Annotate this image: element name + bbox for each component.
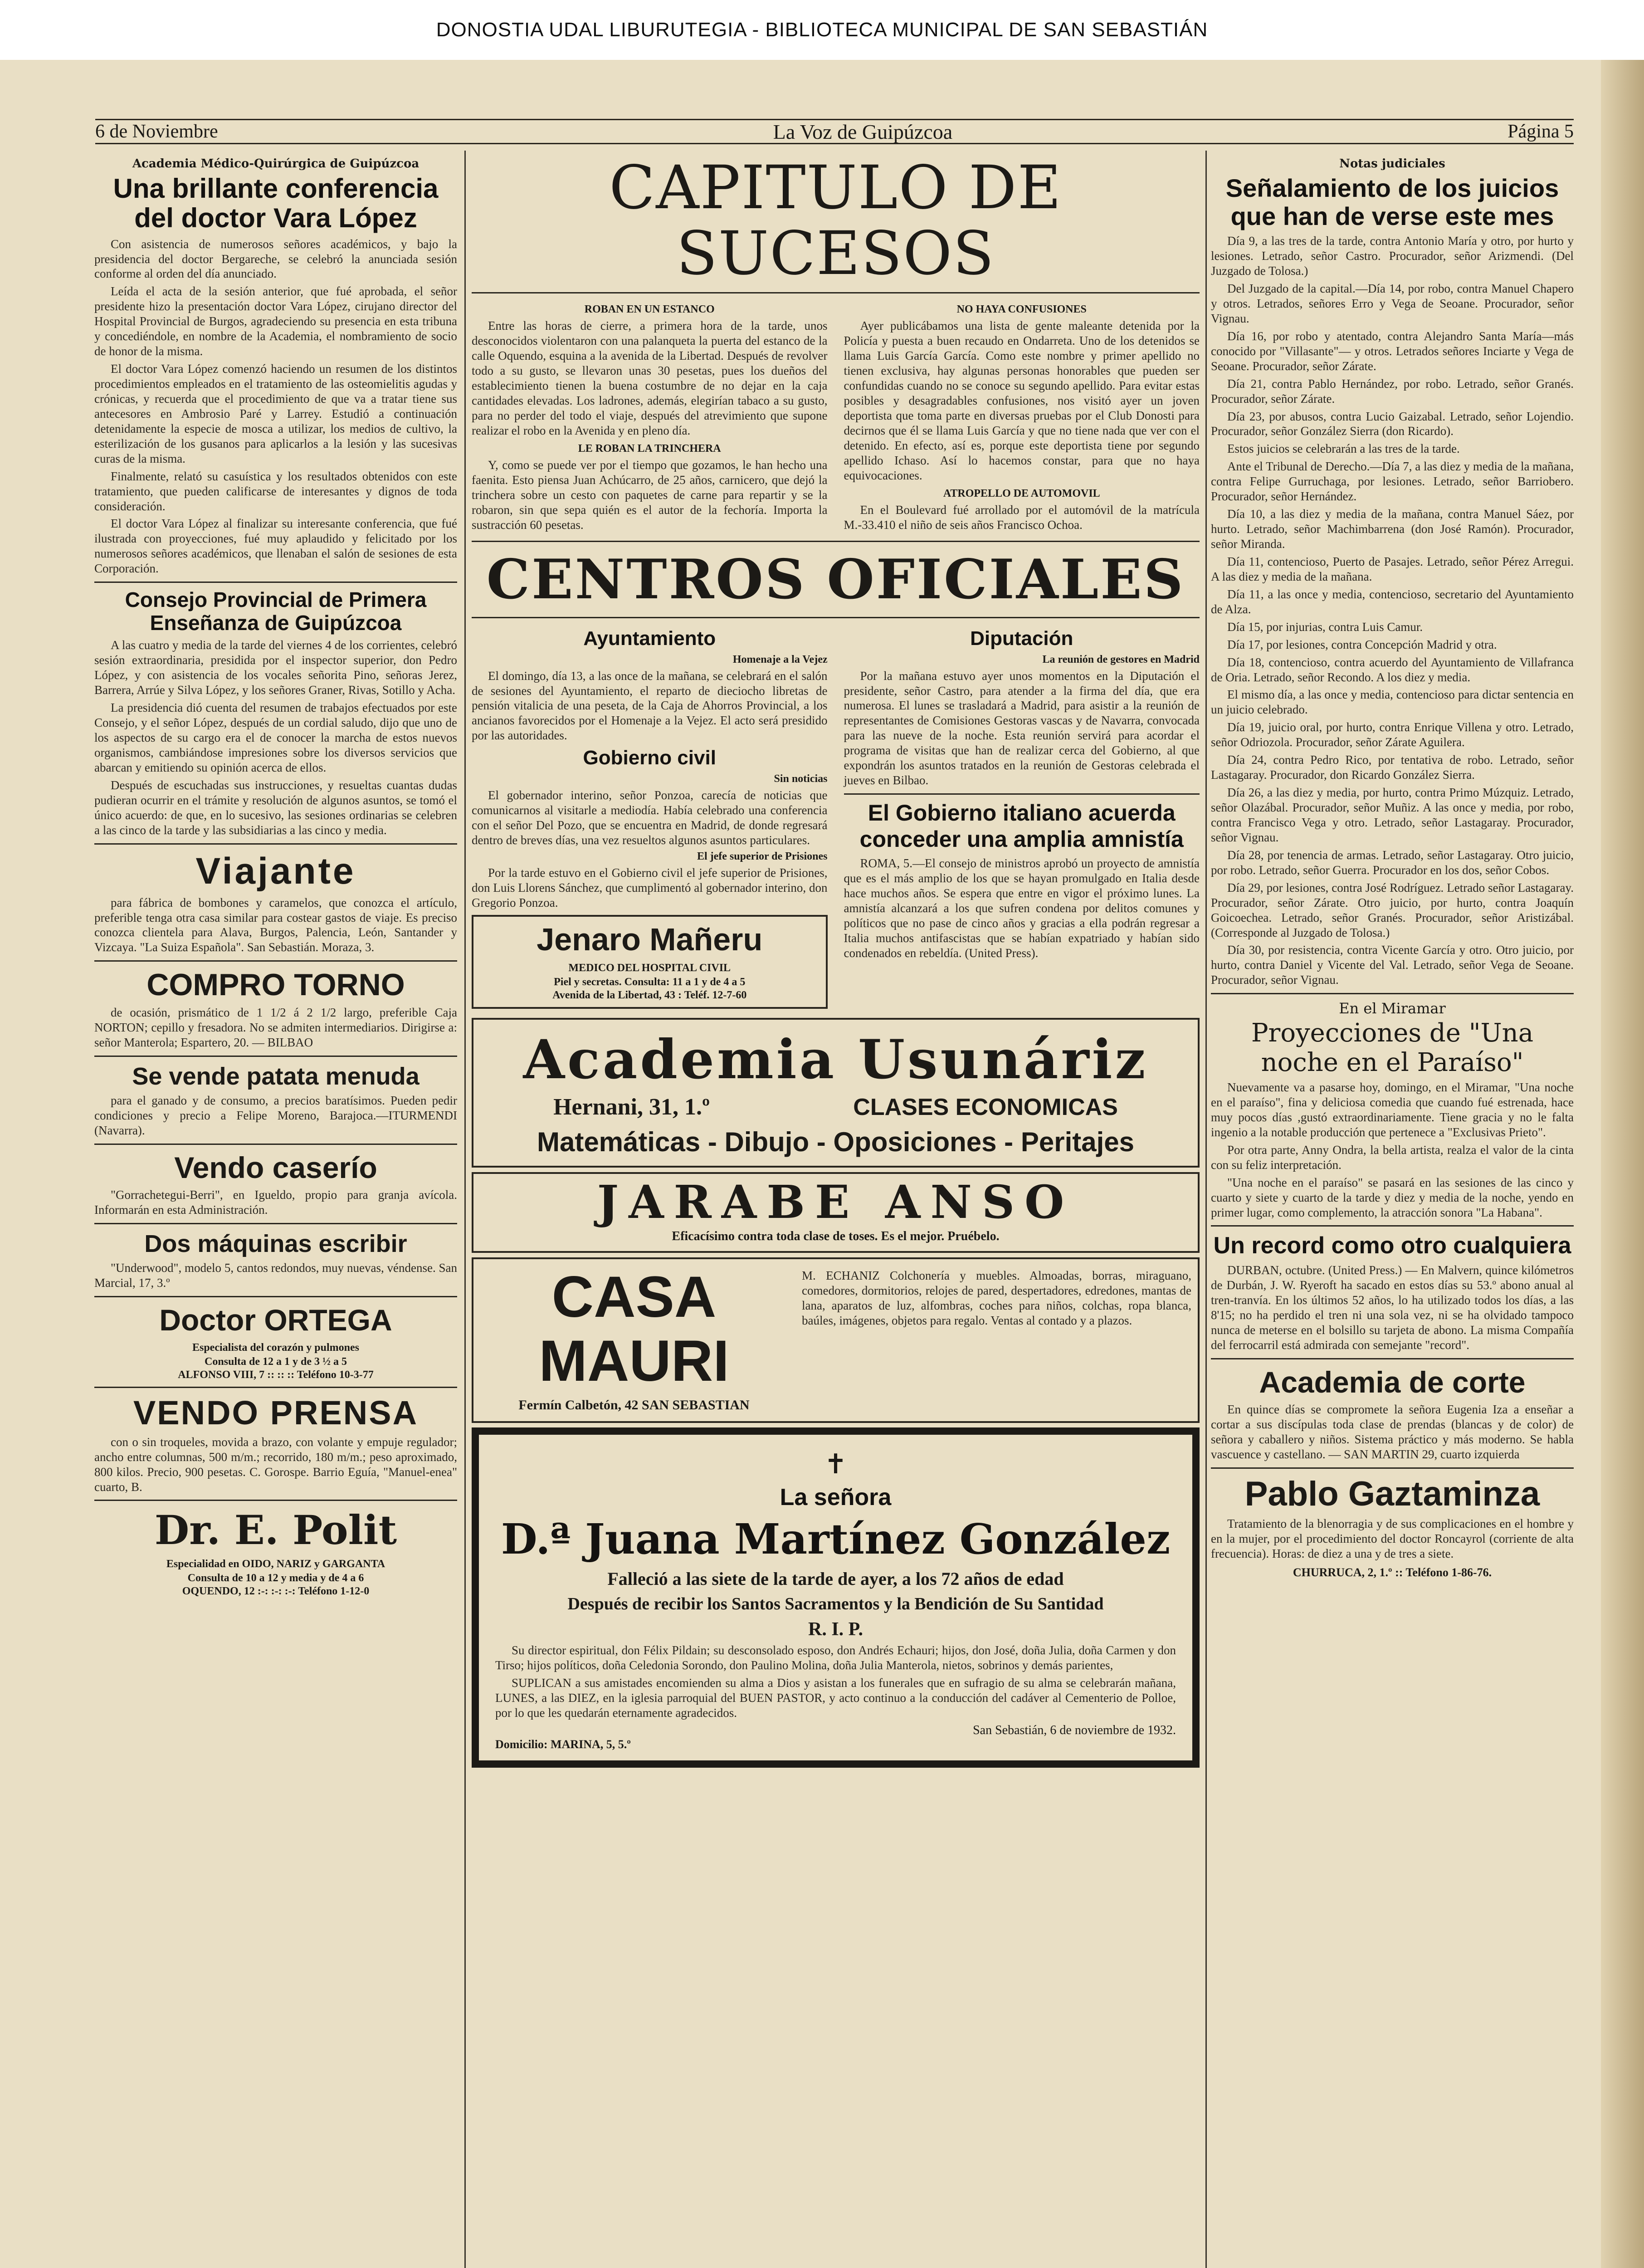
ad-title: Doctor ORTEGA xyxy=(159,1303,392,1337)
ad-line: Especialista del corazón y pulmones xyxy=(192,1341,359,1354)
article-title: Una brillante conferencia del doctor Vara López xyxy=(113,173,439,233)
ad-text: M. ECHANIZ Colchonería y muebles. Almoadas, borras, miraguano, comedores, dormitorios, relojes de pared, despertadores, edredones, mantas de lana, aparatos de luz, alfombras, coches para niños, colchas, ropa blanca, baúles, imágenes, objetos para regalo. Ventas al contado y a plazos. xyxy=(802,1268,1191,1327)
paragraph: Entre las horas de cierre, a primera hora de la tarde, unos desconocidos violentaron con una palanqueta la puerta del estanco de la calle Oquendo, esquina a la avenida de la Libertad. Después de revolver todo a su gusto, se llevaron unas 30 pesetas, pues los dueños del establecimiento tienen la buena costumbre de no dejar en la caja cantidades elevadas. Los ladrones, además, elegirían tabaco a su gusto, para no perder del todo el viaje, después del atrevimiento que supone realizar el robo en la Avenida y en pleno día. xyxy=(472,319,828,437)
ad-title: CASA MAURI xyxy=(539,1264,729,1393)
news-headline: LE ROBAN LA TRINCHERA xyxy=(578,442,721,455)
paragraph: Día 9, a las tres de la tarde, contra Antonio María y otro, por hurto y lesiones. Letrado, señor Castro. Procurador, señor Arizmendi. (Del Juzgado de Tolosa.) xyxy=(1211,234,1574,278)
divider xyxy=(1211,1467,1574,1469)
paragraph: Día 24, contra Pedro Rico, por tentativa de robo. Letrado, señor Lastagaray. Procurador, don Ricardo González Sierra. xyxy=(1211,753,1574,782)
paragraph: Ante el Tribunal de Derecho.—Día 7, a las diez y media de la mañana, contra Felipe Gurruchaga, por lesiones. Letrado, señor Barriobero. Procurador, señor Hernández. xyxy=(1211,459,1574,503)
header-page-number: Página 5 xyxy=(1507,121,1574,142)
paragraph: DURBAN, octubre. (United Press.) — En Malvern, quince kilómetros de Durbán, J. W. Ryeroft ha sacado en estos días su 53.º abono anual al tren-tranvía. En los últimos 52 años, lo ha utilizado todos los días, a las 8'15; no ha perdido el tren ni una sola vez, ni se ha olvidado tampoco nunca de meterse en el bolsillo su tarjeta de abono. La misma Compañía del ferrocarril está admirada con semejante "record". xyxy=(1211,1263,1574,1352)
paragraph: El domingo, día 13, a las once de la mañana, se celebrará en el salón de sesiones del Ayuntamiento, el reparto de dieciocho libretas de pensión vitalicia de una peseta, de la Caja de Ahorros Provincial, a los ancianos favorecidos por el Homenaje a la Vejez. El acto será presidido por las autoridades. xyxy=(472,669,828,743)
divider xyxy=(1211,1225,1574,1227)
paragraph: El mismo día, a las once y media, contencioso para dictar sentencia en un juicio celebrado. xyxy=(1211,688,1574,717)
ad-tagline: CLASES ECONOMICAS xyxy=(853,1094,1118,1120)
paragraph: "Una noche en el paraíso" se pasará en las sesiones de las cinco y cuarto y siete y cuarto de la tarde y diez y media de la noche, yendo en primer lugar, como complemento, la atracción sonora "La Habana". xyxy=(1211,1175,1574,1219)
obituary-line: Falleció a las siete de la tarde de ayer, a los 72 años de edad xyxy=(607,1569,1064,1589)
ad-line: MEDICO DEL HOSPITAL CIVIL xyxy=(568,962,731,974)
paragraph: La presidencia dió cuenta del resumen de trabajos efectuados por este Consejo, y el señor López, después de un cordial saludo, dijo que uno de los aspectos de su cargo era el de conocer la marcha de estos nuevos organismos, cambiándose impresiones sobre los diversos servicios que abarcan y emitiendo su opinión acerca de ellos. xyxy=(94,701,457,774)
ad-text: Eficacísimo contra toda clase de toses. Es el mejor. Pruébelo. xyxy=(672,1229,1000,1243)
divider xyxy=(472,541,1200,542)
paragraph: Del Juzgado de la capital.—Día 14, por robo, contra Manuel Chapero y otros. Letrados, señores Erro y Vega de Seoane. Procurador, señor Vignau. xyxy=(1211,282,1574,325)
paragraph: El gobernador interino, señor Ponzoa, carecía de noticias que comunicarnos al visitarle a mediodía. Había celebrado una conferencia con el señor Del Pozo, que se encuentra en Madrid, de donde regresará dentro de breves días, una vez resueltos algunos asuntos particulares. xyxy=(472,788,828,847)
paragraph: El doctor Vara López comenzó haciendo un resumen de los distintos procedimientos empleados en el tratamiento de las osteomielitis agudas y crónicas, y recuerda que el procedimiento de que va a tratar tiene sus antecesores en Ambrosio Paré y Larrey. Estudió a continuación detenidamente la especie de mosca a utilizar, los medios de cultivo, la esterilización de los gusanos para aplicarlos a la lesión y las sucesivas curas de la misma. xyxy=(94,362,457,465)
divider xyxy=(94,843,457,845)
divider xyxy=(94,1500,457,1501)
paragraph: Día 21, contra Pablo Hernández, por robo. Letrado, señor Granés. Procurador, señor Zárate. xyxy=(1211,376,1574,406)
ad-text: para el ganado y de consumo, a precios baratísimos. Pueden pedir condiciones y precio a Felipe Moreno, Barajoca.—ITURMENDI (Navarra). xyxy=(94,1094,457,1138)
divider xyxy=(1211,993,1574,994)
news-headline: NO HAYA CONFUSIONES xyxy=(956,303,1087,316)
divider xyxy=(94,960,457,962)
paragraph: Día 23, por abusos, contra Lucio Gaizabal. Letrado, señor Lojendio. Procurador, señor González Sierra (don Ricardo). xyxy=(1211,409,1574,438)
ad-title: Dr. E. Polit xyxy=(154,1506,397,1554)
paragraph: SUPLICAN a sus amistades encomienden su alma a Dios y asistan a los funerales que en sufragio de su alma se celebrarán mañana, LUNES, a las DIEZ, en la iglesia parroquial del BUEN PASTOR, y acto continuo a la conducción del cadáver al Cementerio de Polloe, por lo que les quedarán eternamente agradecidos. xyxy=(495,1676,1176,1720)
ad-line: Especialidad en OIDO, NARIZ y GARGANTA xyxy=(166,1558,385,1570)
subsection-title: Gobierno civil xyxy=(583,747,716,769)
divider xyxy=(94,1296,457,1297)
ad-title: Vendo caserío xyxy=(174,1150,377,1184)
paragraph: Día 17, por lesiones, contra Concepción Madrid y otra. xyxy=(1227,637,1497,651)
paragraph: Por la mañana estuvo ayer unos momentos en la Diputación el presidente, señor Castro, para atender a la firma del día, que era numerosa. El lunes se trasladará a Madrid, para asistir a la reunión de representantes de Comisiones Gestoras vascas y de Navarra, convocada para las nueve de la noche. Esta reunión servirá para acordar el programa de visitas que han de realizar cerca del Gobierno, al que expondrán los asuntos tratados en la reunión de Gestoras celebrada el jueves en Bilbao. xyxy=(844,669,1200,787)
ad-text: En quince días se compromete la señora Eugenia Iza a enseñar a cortar a sus discípulas toda clase de prendas (blancas y de color) de señora y caballero y niños. Sistema práctico y más moderno. Se habla vascuence y castellano. — SAN MARTIN 29, cuarto izquierda xyxy=(1211,1403,1574,1461)
ad-text: para fábrica de bombones y caramelos, que conozca el artículo, preferible tenga otra casa similar para costear gastos de viaje. Es preciso conozca clientela para Alava, Burgos, Palencia, León, Santander y Vizcaya. "La Suiza Española". San Sebastián. Moraza, 3. xyxy=(94,895,457,954)
subsection-title: Diputación xyxy=(970,627,1073,650)
ad-address: Hernani, 31, 1.º xyxy=(553,1094,710,1120)
ad-text: "Gorrachetegui-Berri", en Igueldo, propio para granja avícola. Informarán en esta Administración. xyxy=(94,1188,457,1217)
paragraph: Día 18, contencioso, contra acuerdo del Ayuntamiento de Villafranca de Oria. Letrado, señor Recondo. A los diez y media. xyxy=(1211,655,1574,684)
ad-text: Tratamiento de la blenorragia y de sus complicaciones en el hombre y en la mujer, por el procedimiento del doctor Roncayrol (corriente de alta frecuencia). Horas: de diez a una y de tres a siete. xyxy=(1211,1516,1574,1560)
ad-title: Academia de corte xyxy=(1259,1365,1526,1399)
divider xyxy=(94,1056,457,1057)
ad-address: Fermín Calbetón, 42 SAN SEBASTIAN xyxy=(518,1398,750,1413)
paragraph: El doctor Vara López al finalizar su interesante conferencia, que fué ilustrada con proyecciones, fué muy aplaudido y felicitado por los numerosos señores académicos, que llenaban el salón de sesiones de esta Corporación. xyxy=(94,517,457,576)
ad-text: de ocasión, prismático de 1 1/2 á 2 1/2 largo, preferible Caja NORTON; cepillo y fresadora. No se admiten intermediarios. Dirigirse a: señor Manterola; Espartero, 20. — BILBAO xyxy=(94,1006,457,1050)
subsection-kicker: El jefe superior de Prisiones xyxy=(697,850,828,862)
paragraph: Día 28, por tenencia de armas. Letrado, señor Lastagaray. Otro juicio, por robo. Letrado, señor Guerra. Procurador en los dos, señor Cobos. xyxy=(1211,848,1574,877)
section-title: CAPITULO DE SUCESOS xyxy=(609,155,1062,289)
academy-ad xyxy=(472,1018,1200,1168)
article-title: Proyecciones de "Una noche en el Paraíso" xyxy=(1251,1018,1534,1077)
ad-line: OQUENDO, 12 :-: :-: :-: Teléfono 1-12-0 xyxy=(182,1585,370,1598)
newspaper-page xyxy=(0,60,1644,2268)
section-title: CENTROS OFICIALES xyxy=(486,547,1185,611)
official-columns xyxy=(472,624,1200,1013)
paragraph: Por otra parte, Anny Ondra, la bella artista, realza el valor de la cinta con su feliz interpretación. xyxy=(1211,1143,1574,1172)
syrup-ad xyxy=(472,1172,1200,1253)
ad-title: Dos máquinas escribir xyxy=(144,1230,407,1257)
obituary-line: Después de recibir los Santos Sacramentos y la Bendición de Su Santidad xyxy=(567,1594,1104,1614)
ad-title: Academia Usunáriz xyxy=(523,1027,1148,1091)
article-title: Consejo Provincial de Primera Enseñanza de Guipúzcoa xyxy=(125,588,427,635)
ad-text: "Underwood", modelo 5, cantos redondos, muy nuevas, véndense. San Marcial, 17, 3.º xyxy=(94,1261,457,1290)
article-title: Un record como otro cualquiera xyxy=(1213,1232,1571,1259)
news-headline: ROBAN EN UN ESTANCO xyxy=(584,303,715,316)
paragraph: Nuevamente va a pasarse hoy, domingo, en el Miramar, "Una noche en el paraíso", fina y deliciosa comedia que cuando fué estrenada, hace muy pocos días ,gustó extraordinariamente. Tiene gracia y no le falta ingenio a la notable producción que pertenece a "Exclusivas Prieto". xyxy=(1211,1080,1574,1139)
divider xyxy=(1211,1358,1574,1359)
subsection-kicker: Homenaje a la Vejez xyxy=(732,653,828,665)
paragraph: Ayer publicábamos una lista de gente maleante detenida por la Policía y puesta a buen recaudo en Ondarreta. Uno de los detenidos se llama Luis García García. Como este nombre y primer apellido no tienen exclusiva, hay algunas personas honorables que pueden ser confundidas cuando no se conoce su segundo apellido. Para evitar estas posibles y desagradables confusiones, nos visitó ayer un joven deportista que toma parte en diversas pruebas por el Club Donosti para decirnos que él se llama Luis García y que no tiene nada que ver con el detenido. En efecto, así es, porque este deportista tiene por segundo apellido Ichaso. Así lo hacemos constar, para que no haya equivocaciones. xyxy=(844,319,1200,482)
paragraph: Después de escuchadas sus instrucciones, y resueltas cuantas dudas pudieran ocurrir en el trámite y resolución de algunos asuntos, se tomó el único acuerdo: de que, en lo sucesivo, las sesiones ordinarias se celebren a las cinco de la tarde y las subsidiarias a las cinco y media. xyxy=(94,778,457,837)
paragraph: Día 16, por robo y atentado, contra Alejandro Santa María—más conocido por "Villasante"— y otros. Letrados señores Inciarte y Vega de Seoane. Procurador, señor Zárate. xyxy=(1211,329,1574,373)
paragraph: Día 26, a las diez y media, por hurto, contra Primo Múzquiz. Letrado, señor Olazábal. Procurador, señor Muñiz. A las once y media, por robo, contra Francisco Vega y otro. Letrado, señor Lastagaray. Procurador, señor Vignau. xyxy=(1211,786,1574,844)
subsection-title: Ayuntamiento xyxy=(583,627,716,650)
divider xyxy=(472,617,1200,618)
paragraph: Con asistencia de numerosos señores académicos, y bajo la presidencia del doctor Bergareche, se celebró la anunciada sesión conforme al orden del día anunciado. xyxy=(94,237,457,281)
header-paper-name: La Voz de Guipúzcoa xyxy=(773,120,953,143)
ad-title: COMPRO TORNO xyxy=(146,968,405,1002)
paragraph: Día 30, por resistencia, contra Vicente García y otro. Otro juicio, por hurto, contra Daniel y Vicente del Val. Letrado, señor Vega de Seoane. Procurador, señor Vignau. xyxy=(1211,943,1574,987)
ad-subjects: Matemáticas - Dibujo - Oposiciones - Peritajes xyxy=(537,1126,1134,1157)
divider xyxy=(844,793,1200,795)
left-column xyxy=(94,155,457,2268)
divider xyxy=(472,292,1200,293)
subsection-kicker: Sin noticias xyxy=(774,773,828,785)
furniture-ad xyxy=(472,1257,1200,1423)
divider xyxy=(94,582,457,583)
column-divider xyxy=(1205,151,1207,2268)
paragraph: Estos juicios se celebrarán a las tres de la tarde. xyxy=(1227,442,1460,456)
cross-icon: ✝ xyxy=(824,1449,847,1480)
subsection-kicker: La reunión de gestores en Madrid xyxy=(1042,653,1200,665)
article-title: El Gobierno italiano acuerda conceder una amplia amnistía xyxy=(859,800,1184,852)
paragraph: Leída el acta de la sesión anterior, que fué aprobada, el señor presidente hizo la presentación doctor Vara López, cirujano director del Hospital Provincial de Burgos, agradeciendo su presencia en esta tribuna y concediéndole, en nombre de la Academia, el nombramiento de socio de honor de la misma. xyxy=(94,284,457,358)
paragraph: Por la tarde estuvo en el Gobierno civil el jefe superior de Prisiones, don Luis Llorens Sánchez, que cumplimentó al gobernador interino, don Gregorio Ponzoa. xyxy=(472,866,828,909)
paragraph: Día 19, juicio oral, por hurto, contra Enrique Villena y otro. Letrado, señor Odriozola. Procurador, señor Zárate Aguilera. xyxy=(1211,720,1574,749)
obituary-address: Domicilio: MARINA, 5, 5.º xyxy=(495,1738,631,1751)
ad-line: ALFONSO VIII, 7 :: :: :: Teléfono 10-3-77 xyxy=(178,1369,374,1381)
paragraph: ROMA, 5.—El consejo de ministros aprobó un proyecto de amnistía que es el más amplio de los que se hayan promulgado en Italia desde hace muchos años. Se espera que entre en vigor el próximo lunes. La amnistía alcanzará a los que sufren condena por delitos comunes y políticos que no pase de cinco años y gracias a ella podrán regresar a Italia muchos antifascistas que se habían expatriado y habían sido condenados en rebeldía. (United Press). xyxy=(844,856,1200,960)
paragraph: Día 15, por injurias, contra Luis Camur. xyxy=(1227,620,1423,634)
header-date: 6 de Noviembre xyxy=(95,121,218,142)
news-columns xyxy=(472,299,1200,535)
paragraph: A las cuatro y media de la tarde del viernes 4 de los corrientes, celebró sesión extraordinaria, presidida por el inspector superior, don Pedro López, y con asistencia de los vocales señorita Pino, señoras Jerez, Barrera, Arrúe y Silva López, y los señores Graner, Rivas, Sotillo y Acha. xyxy=(94,638,457,697)
obituary-date: San Sebastián, 6 de noviembre de 1932. xyxy=(973,1723,1176,1738)
paragraph: Día 11, a las once y media, contencioso, secretario del Ayuntamiento de Alza. xyxy=(1211,587,1574,616)
page-header xyxy=(95,119,1574,144)
divider xyxy=(94,1144,457,1145)
ad-title: JARABE ANSO xyxy=(597,1175,1074,1229)
right-column xyxy=(1211,155,1574,2268)
paragraph: Finalmente, relató su casuística y los resultados obtenidos con este tratamiento, que pueden calificarse de interesantes y dignos de toda consideración. xyxy=(94,469,457,513)
article-kicker: Notas judiciales xyxy=(1339,157,1445,171)
ad-title: VENDO PRENSA xyxy=(133,1393,419,1432)
obituary-rip: R. I. P. xyxy=(808,1619,863,1640)
paragraph: En el Boulevard fué arrollado por el automóvil de la matrícula M.-33.410 el niño de seis años Francisco Ochoa. xyxy=(844,503,1200,532)
doctor-ad xyxy=(472,915,828,1009)
ad-line xyxy=(482,1094,1190,1121)
obituary-name: D.ª Juana Martínez González xyxy=(501,1515,1171,1564)
article-title: Señalamiento de los juicios que han de verse este mes xyxy=(1225,174,1559,230)
library-banner: DONOSTIA UDAL LIBURUTEGIA - BIBLIOTECA MUNICIPAL DE SAN SEBASTIÁN xyxy=(0,0,1644,60)
obituary xyxy=(472,1427,1200,1768)
column-divider xyxy=(464,151,466,2268)
ad-line: Consulta de 10 a 12 y media y de 4 a 6 xyxy=(187,1572,364,1584)
ad-line: Piel y secretas. Consulta: 11 a 1 y de 4 a 5 xyxy=(554,976,746,988)
ad-line: Consulta de 12 a 1 y de 3 ½ a 5 xyxy=(204,1355,347,1368)
divider xyxy=(94,1223,457,1224)
news-headline: ATROPELLO DE AUTOMOVIL xyxy=(943,487,1100,499)
ad-title: Viajante xyxy=(195,850,356,892)
article-kicker: En el Miramar xyxy=(1339,1000,1446,1017)
paragraph: Día 10, a las diez y media de la mañana, contra Manuel Sáez, por hurto. Letrado, señor Machimbarrena (don José Ramón). Procurador, señor Miranda. xyxy=(1211,507,1574,551)
ad-line: Avenida de la Libertad, 43 : Teléf. 12-7-60 xyxy=(552,989,747,1001)
paragraph: Y, como se puede ver por el tiempo que gozamos, le han hecho una faenita. Esto piensa Juan Achúcarro, de 25 años, carnicero, que dejó la trinchera sobre un cesto con paquetes de carne para repartir y se la robaron, sin que sepa quién es el autor de la fechoría. Importa la sustracción 60 pesetas. xyxy=(472,458,828,532)
ad-title: Jenaro Mañeru xyxy=(537,921,763,957)
article-kicker: Academia Médico-Quirúrgica de Guipúzcoa xyxy=(132,157,420,171)
ad-title: Pablo Gaztaminza xyxy=(1244,1474,1540,1513)
ad-text: con o sin troqueles, movida a brazo, con volante y empuje regulador; ancho entre columnas, 500 m/m.; recorrido, 180 m/m.; peso aproximado, 800 kilos. Precio, 900 pesetas. C. Gorospe. Barrio Eguía, "Manuel-enea" cuarto, B. xyxy=(94,1435,457,1494)
obituary-intro: La señora xyxy=(780,1484,892,1511)
paragraph: Día 11, contencioso, Puerto de Pasajes. Letrado, señor Pérez Arregui. A las diez y media de la mañana. xyxy=(1211,554,1574,583)
ad-title: Se vende patata menuda xyxy=(132,1063,420,1090)
paragraph: Su director espiritual, don Félix Pildain; su desconsolado esposo, don Andrés Echauri; hijos, don José, doña Julia, doña Carmen y don Tirso; hijos políticos, doña Celedonia Sorondo, don Paulino Molina, doña Julia Manterola, nietos, sobrinos y demás parientes, xyxy=(495,1643,1176,1672)
center-column xyxy=(472,155,1200,2268)
paragraph: Día 29, por lesiones, contra José Rodríguez. Letrado señor Lastagaray. Procurador, señor Zárate. Otro juicio, por hurto, contra Joaquín Goicoechea. Letrado, señor Granés. Procurador, señor Aristizábal. (Corresponde al Juzgado de Tolosa.) xyxy=(1211,880,1574,939)
ad-address: CHURRUCA, 2, 1.º :: Teléfono 1-86-76. xyxy=(1293,1565,1492,1579)
divider xyxy=(94,1387,457,1388)
